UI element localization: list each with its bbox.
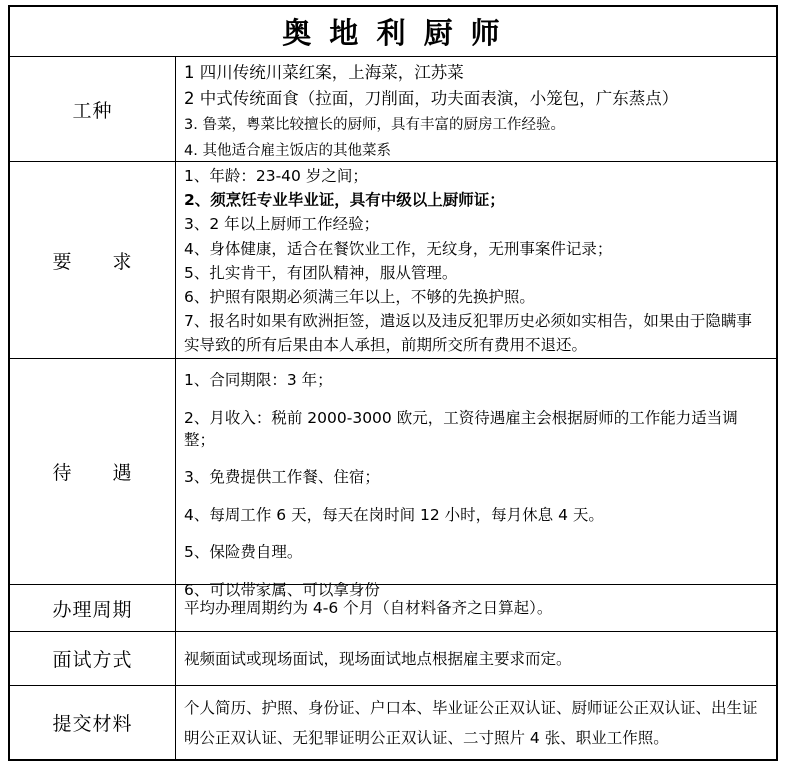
benefits-content — [176, 359, 776, 599]
interview-method-label: 面试方式 — [10, 632, 176, 685]
benefits-label: 待 遇 — [10, 359, 176, 584]
job-type-label: 工种 — [10, 57, 176, 161]
requirement-line: 4、身体健康，适合在餐饮业工作，无纹身，无刑事案件记录； — [184, 239, 613, 258]
job-posting-table — [8, 5, 778, 761]
processing-period-content — [176, 585, 776, 631]
benefit-line: 6、可以带家属、可以拿身份 — [184, 580, 380, 599]
requirement-line: 2、须烹饪专业毕业证，具有中级以上厨师证； — [184, 191, 505, 210]
job-type-line: 2 中式传统面食（拉面，刀削面，功夫面表演，小笼包，广东蒸点） — [184, 89, 679, 108]
row-requirements — [10, 161, 776, 358]
job-type-content — [176, 57, 776, 161]
requirement-line: 7、报名时如果有欧洲拒签，遣返以及违反犯罪历史必须如实相告，如果由于隐瞒事实导致的所有后果由本人承担，前期所交所有费用不退还。 — [184, 312, 752, 355]
processing-period-label: 办理周期 — [10, 585, 176, 631]
requirement-line: 3、2 年以上厨师工作经验； — [184, 215, 380, 234]
title-row — [10, 7, 776, 56]
row-processing-period — [10, 584, 776, 631]
processing-period-text: 平均办理周期约为 4-6 个月（自材料备齐之日算起）。 — [184, 599, 553, 617]
benefit-line: 5、保险费自理。 — [184, 543, 303, 561]
row-materials — [10, 685, 776, 759]
requirement-line: 6、护照有限期必须满三年以上，不够的先换护照。 — [184, 288, 535, 307]
benefit-line: 4、每周工作 6 天，每天在岗时间 12 小时，每月休息 4 天。 — [184, 505, 604, 524]
interview-method-text: 视频面试或现场面试，现场面试地点根据雇主要求而定。 — [184, 649, 572, 668]
benefit-line: 1、合同期限：3 年； — [184, 371, 333, 389]
requirements-content — [176, 162, 776, 358]
job-type-line: 1 四川传统川菜红案，上海菜，江苏菜 — [184, 63, 464, 82]
materials-text: 个人简历、护照、身份证、户口本、毕业证公正双认证、厨师证公正双认证、出生证明公正双认证、无犯罪证明公正双认证、二寸照片 4 张、职业工作照。 — [184, 698, 758, 747]
benefit-line: 2、月收入：税前 2000-3000 欧元，工资待遇雇主会根据厨师的工作能力适当调整； — [184, 408, 738, 449]
materials-label: 提交材料 — [10, 686, 176, 759]
benefit-line: 3、免费提供工作餐、住宿； — [184, 468, 380, 486]
interview-method-content — [176, 632, 776, 685]
job-type-line: 4. 其他适合雇主饭店的其他菜系 — [184, 143, 391, 159]
materials-content — [176, 686, 776, 759]
requirement-line: 1、年龄：23-40 岁之间； — [184, 167, 368, 185]
requirement-line: 5、扎实肯干，有团队精神，服从管理。 — [184, 263, 458, 282]
row-job-type — [10, 56, 776, 161]
row-benefits — [10, 358, 776, 599]
row-interview-method — [10, 631, 776, 685]
requirements-label: 要 求 — [10, 162, 176, 358]
job-type-line: 3. 鲁菜，粤菜比较擅长的厨师，具有丰富的厨房工作经验。 — [184, 117, 565, 133]
page-title: 奥 地 利 厨 师 — [282, 16, 504, 50]
